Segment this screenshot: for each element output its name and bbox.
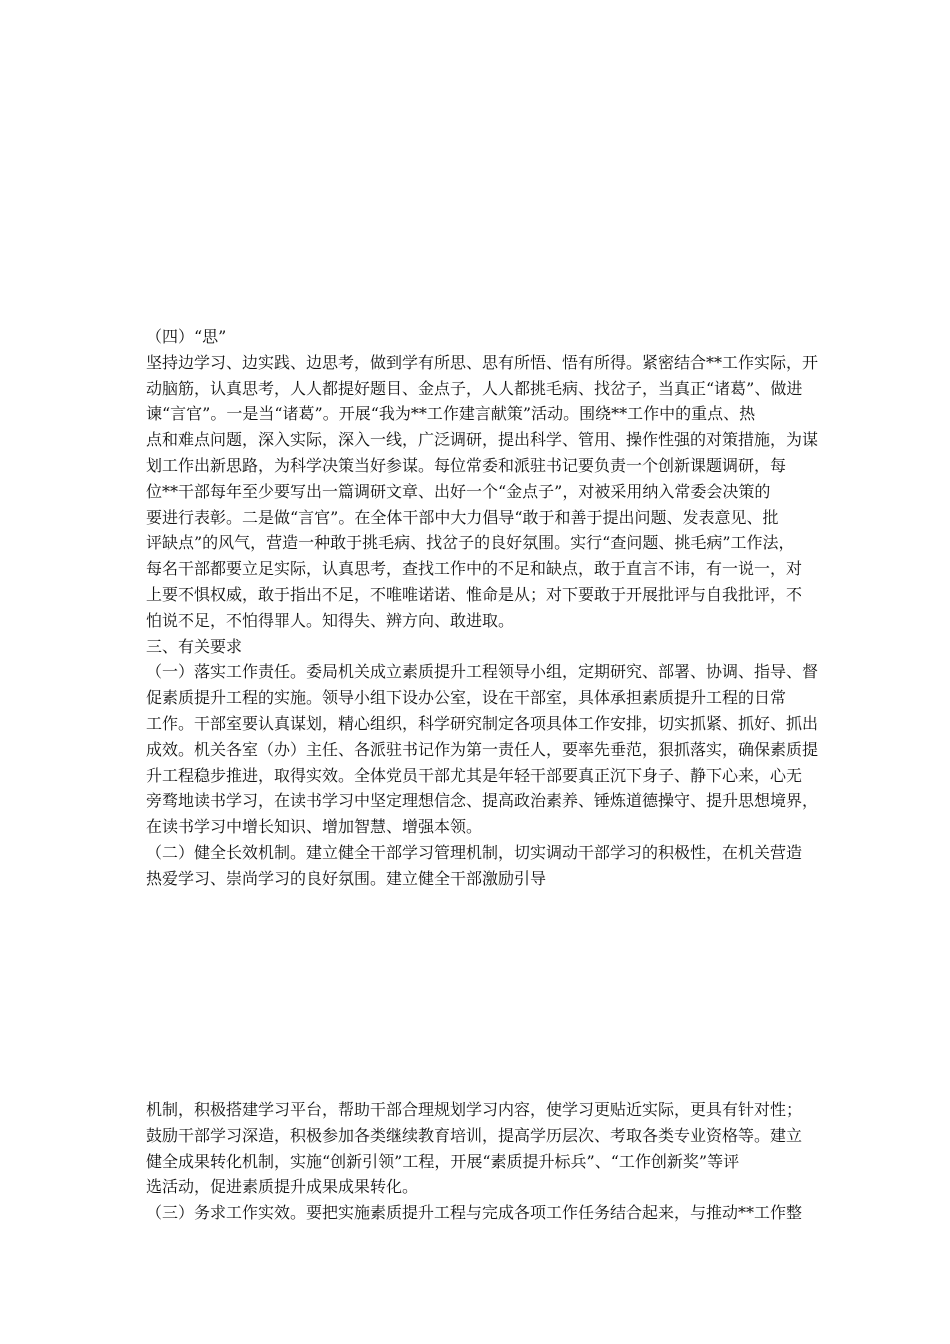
- text-line: 热爱学习、崇尚学习的良好氛围。建立健全干部激励引导: [146, 868, 547, 888]
- text-line: 划工作出新思路，为科学决策当好参谋。每位常委和派驻书记要负责一个创新课题调研，每: [146, 455, 787, 475]
- text-line: 选活动，促进素质提升成果成果转化。: [146, 1177, 419, 1197]
- text-line: 上要不惧权威，敢于指出不足，不唯唯诺诺、惟命是从；对下要敢于开展批评与自我批评，不: [146, 584, 803, 604]
- text-line: 旁骛地读书学习，在读书学习中坚定理想信念、提高政治素养、锤炼道德操守、提升思想境界，: [146, 791, 819, 811]
- section-heading-requirements: 三、有关要求: [146, 636, 243, 656]
- text-line: 升工程稳步推进，取得实效。全体党员干部尤其是年轻干部要真正沉下身子、静下心来，心无: [146, 765, 803, 785]
- text-line: （一）落实工作责任。委局机关成立素质提升工程领导小组，定期研究、部署、协调、指导、督: [146, 662, 819, 682]
- text-line: 在读书学习中增长知识、增加智慧、增强本领。: [146, 817, 483, 837]
- text-line: （二）健全长效机制。建立健全干部学习管理机制，切实调动干部学习的积极性，在机关营造: [146, 842, 803, 862]
- text-line: 鼓励干部学习深造，积极参加各类继续教育培训，提高学历层次、考取各类专业资格等。建立: [146, 1125, 803, 1145]
- section-heading-si: （四）“思”: [146, 327, 227, 346]
- text-line: 动脑筋，认真思考，人人都提好题目、金点子，人人都挑毛病、找岔子，当真正“诸葛”、做进: [146, 378, 803, 398]
- text-line: 评缺点”的风气，营造一种敢于挑毛病、找岔子的良好氛围。实行“查问题、挑毛病”工作法，: [146, 533, 795, 553]
- text-line: 点和难点问题，深入实际，深入一线，广泛调研，提出科学、管用、操作性强的对策措施，为谋: [146, 430, 819, 450]
- text-line: 成效。机关各室（办）主任、各派驻书记作为第一责任人，要率先垂范，狠抓落实，确保素质提: [146, 739, 819, 759]
- document-body-lower: [146, 1097, 826, 1226]
- document-body-upper: [146, 324, 826, 892]
- text-line: （三）务求工作实效。要把实施素质提升工程与完成各项工作任务结合起来，与推动**工作整: [146, 1203, 803, 1223]
- text-line: 谏“言官”。一是当“诸葛”。开展“我为**工作建言献策”活动。围绕**工作中的重点、热: [146, 404, 756, 424]
- text-line: 健全成果转化机制，实施“创新引领”工程，开展“素质提升标兵”、“工作创新奖”等评: [146, 1151, 740, 1171]
- text-line: 要进行表彰。二是做“言官”。在全体干部中大力倡导“敢于和善于提出问题、发表意见、批: [146, 507, 779, 527]
- text-line: 促素质提升工程的实施。领导小组下设办公室，设在干部室，具体承担素质提升工程的日常: [146, 688, 787, 708]
- text-line: 每名干部都要立足实际，认真思考，查找工作中的不足和缺点，敢于直言不讳，有一说一，对: [146, 559, 803, 579]
- text-line: 机制，积极搭建学习平台，帮助干部合理规划学习内容，使学习更贴近实际，更具有针对性；: [146, 1100, 803, 1119]
- text-line: 工作。干部室要认真谋划，精心组织，科学研究制定各项具体工作安排，切实抓紧、抓好、抓出: [146, 713, 819, 733]
- text-line: 位**干部每年至少要写出一篇调研文章、出好一个“金点子”，对被采用纳入常委会决策的: [146, 481, 771, 501]
- text-line: 怕说不足，不怕得罪人。知得失、辨方向、敢进取。: [146, 610, 515, 630]
- text-line: 坚持边学习、边实践、边思考，做到学有所思、思有所悟、悟有所得。紧密结合**工作实际，开: [146, 352, 819, 372]
